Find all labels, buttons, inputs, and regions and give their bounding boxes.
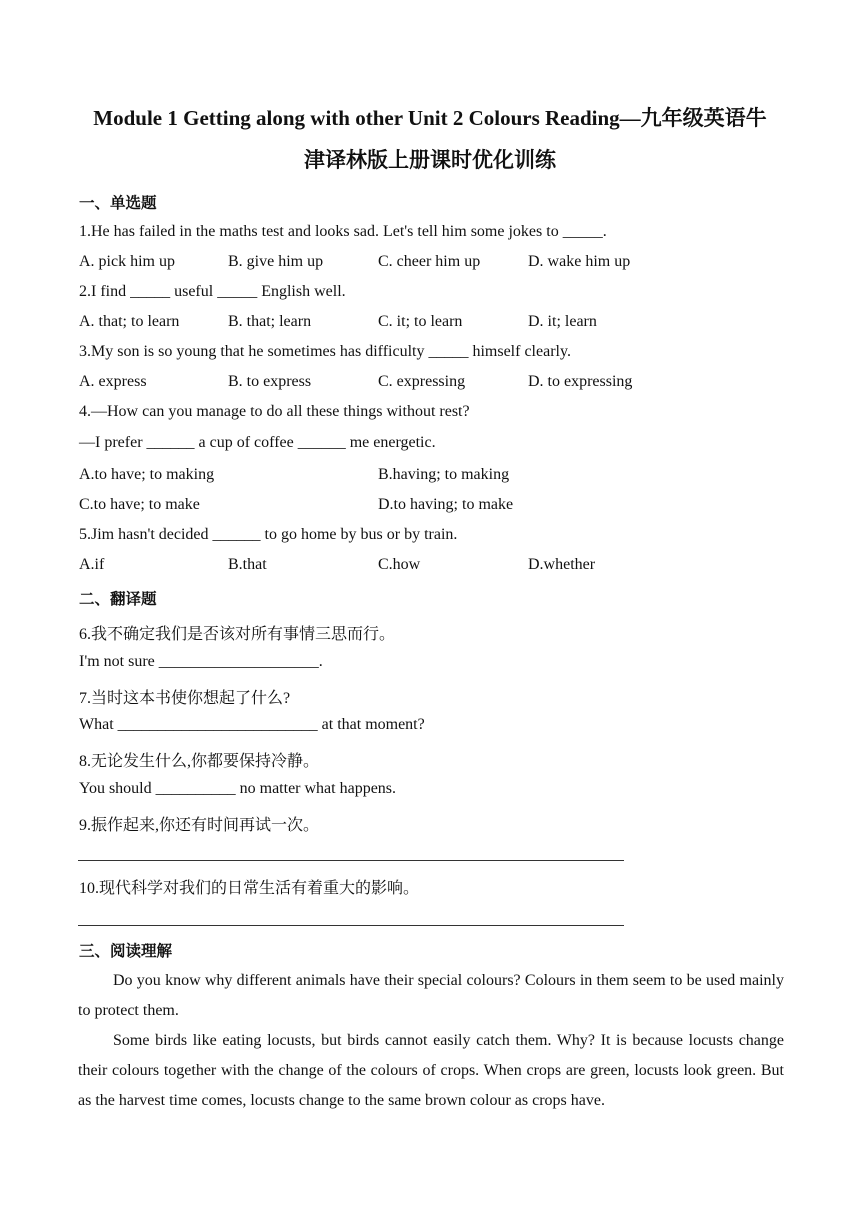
- question-4-stem-1: 4.—How can you manage to do all these things without rest?: [79, 403, 470, 420]
- page-title-line-1: Module 1 Getting along with other Unit 2 Colours Reading—九年级英语牛: [93, 106, 767, 130]
- question-5-option-a: A.if: [79, 556, 105, 573]
- question-1-option-a: A. pick him up: [79, 253, 175, 270]
- question-4-option-d: D.to having; to make: [378, 496, 514, 513]
- reading-paragraph-2: Some birds like eating locusts, but birds cannot easily catch them. Why? It is because locusts change their colours together with the change of the colours of crops. When crops are green, locusts look green. But as the harvest time comes, locusts change to the same brown colour as crops have.: [78, 1032, 784, 1109]
- question-2-option-a: A. that; to learn: [79, 313, 180, 330]
- question-1-option-b: B. give him up: [228, 253, 324, 270]
- question-3-option-b: B. to express: [228, 373, 312, 390]
- question-4-stem-2: —I prefer ______ a cup of coffee ______ me energetic.: [79, 434, 436, 451]
- question-2-stem: 2.I find _____ useful _____ English well.: [79, 283, 346, 300]
- question-5-option-d: D.whether: [528, 556, 596, 573]
- translation-6-chinese: 6.我不确定我们是否该对所有事情三思而行。: [79, 626, 396, 643]
- page-title-line-2: 津译林版上册课时优化训练: [304, 148, 556, 172]
- question-3-option-a: A. express: [79, 373, 147, 390]
- translation-8-chinese: 8.无论发生什么,你都要保持冷静。: [79, 753, 320, 770]
- translation-6-english: I'm not sure ____________________.: [79, 653, 323, 670]
- translation-10-answer-line: [78, 925, 624, 926]
- question-1-option-d: D. wake him up: [528, 253, 631, 270]
- question-4-option-b: B.having; to making: [378, 466, 510, 483]
- question-2-option-b: B. that; learn: [228, 313, 312, 330]
- question-5-stem: 5.Jim hasn't decided ______ to go home by bus or by train.: [79, 526, 458, 543]
- question-2-option-d: D. it; learn: [528, 313, 597, 330]
- translation-8-english: You should __________ no matter what happens.: [79, 780, 397, 797]
- section-heading-reading: 三、阅读理解: [79, 942, 173, 960]
- question-3-option-d: D. to expressing: [528, 373, 633, 390]
- question-3-option-c: C. expressing: [378, 373, 466, 390]
- question-5-option-b: B.that: [228, 556, 267, 573]
- question-3-stem: 3.My son is so young that he sometimes has difficulty _____ himself clearly.: [79, 343, 571, 360]
- translation-9-chinese: 9.振作起来,你还有时间再试一次。: [79, 817, 320, 834]
- translation-10-chinese: 10.现代科学对我们的日常生活有着重大的影响。: [79, 880, 420, 897]
- translation-7-chinese: 7.当时这本书使你想起了什么?: [79, 690, 291, 707]
- section-heading-single-choice: 一、单选题: [79, 194, 157, 212]
- question-4-option-a: A.to have; to making: [79, 466, 215, 483]
- reading-paragraph-1: Do you know why different animals have their special colours? Colours in them seem to be used mainly to protect them.: [78, 972, 784, 1019]
- translation-9-answer-line: [78, 860, 624, 861]
- question-4-option-c: C.to have; to make: [79, 496, 200, 513]
- question-2-option-c: C. it; to learn: [378, 313, 463, 330]
- section-heading-translation: 二、翻译题: [79, 590, 157, 608]
- question-1-stem: 1.He has failed in the maths test and looks sad. Let's tell him some jokes to _____.: [79, 223, 607, 240]
- translation-7-english: What _________________________ at that moment?: [79, 716, 425, 733]
- question-1-option-c: C. cheer him up: [378, 253, 481, 270]
- question-5-option-c: C.how: [378, 556, 421, 573]
